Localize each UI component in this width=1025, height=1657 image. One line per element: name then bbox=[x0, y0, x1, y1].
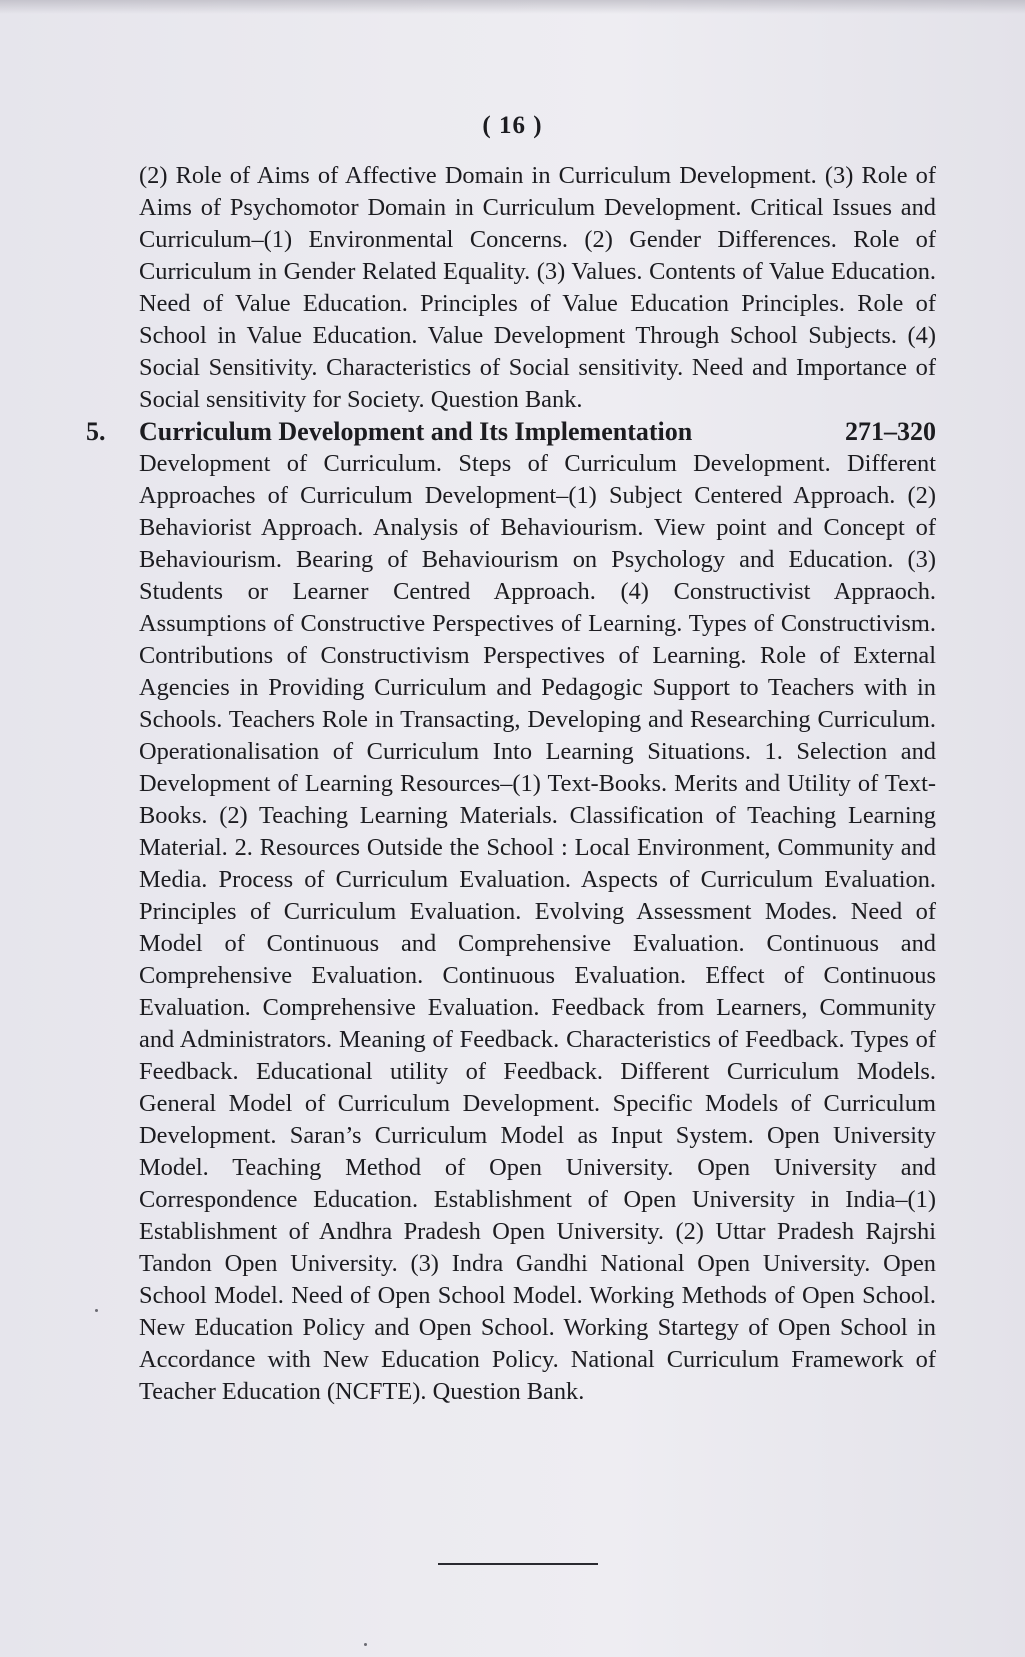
toc-continuation bbox=[86, 160, 936, 416]
chapter-heading bbox=[139, 416, 936, 448]
page-edge-shadow bbox=[0, 0, 1025, 14]
ink-speck bbox=[95, 1309, 98, 1312]
chapter-number: 5. bbox=[86, 417, 106, 446]
page-number: ( 16 ) bbox=[482, 112, 543, 139]
toc-continuation-text: (2) Role of Aims of Affective Domain in Curriculum Development. (3) Role of Aims of Psychomotor Domain in Curriculum Development. Critical Issues and Curriculum–(1) Environmental Concerns. (2) Gender Differences. Role of Curriculum in Gender Related Equality. (3) Values. Contents of Value Education. Need of Value Education. Principles of Value Education Principles. Role of School in Value Education. Value Development Through School Subjects. (4) Social Sensitivity. Characteristics of Social sensitivity. Need and Importance of Social sensitivity for Society. Question Bank. bbox=[139, 162, 936, 413]
end-rule bbox=[438, 1563, 598, 1565]
toc-chapter-5 bbox=[86, 416, 936, 1408]
chapter-body: Development of Curriculum. Steps of Curriculum Development. Different Approaches of Curriculum Development–(1) Subject Centered Approach. (2) Behaviorist Approach. Analysis of Behaviourism. View point and Concept of Behaviourism. Bearing of Behaviourism on Psychology and Education. (3) Students or Learner Centred Approach. (4) Constructivist Appraoch. Assumptions of Constructive Perspectives of Learning. Types of Constructivism. Contributions of Constructivism Perspectives of Learning. Role of External Agencies in Providing Curriculum and Pedagogic Support to Teachers with in Schools. Teachers Role in Transacting, Developing and Researching Curriculum. Operationalisation of Curriculum Into Learning Situations. 1. Selection and Development of Learning Resources–(1) Text-Books. Merits and Utility of Text-Books. (2) Teaching Learning Materials. Classification of Teaching Learning Material. 2. Resources Outside the School : Local Environment, Community and Media. Process of Curriculum Evaluation. Aspects of Curriculum Evaluation. Principles of Curriculum Evaluation. Evolving Assessment Modes. Need of Model of Continuous and Comprehensive Evaluation. Continuous and Comprehensive Evaluation. Continuous Evaluation. Effect of Continuous Evaluation. Comprehensive Evaluation. Feedback from Learners, Community and Administrators. Meaning of Feedback. Characteristics of Feedback. Types of Feedback. Educational utility of Feedback. Different Curriculum Models. General Model of Curriculum Development. Specific Models of Curriculum Development. Saran’s Curriculum Model as Input System. Open University Model. Teaching Method of Open University. Open University and Correspondence Education. Establishment of Open University in India–(1) Establishment of Andhra Pradesh Open University. (2) Uttar Pradesh Rajrshi Tandon Open University. (3) Indra Gandhi National Open University. Open School Model. Need of Open School Model. Working Methods of Open School. New Education Policy and Open School. Working Startegy of Open School in Accordance with New Education Policy. National Curriculum Framework of Teacher Education (NCFTE). Question Bank. bbox=[139, 450, 936, 1405]
table-of-contents bbox=[86, 160, 936, 1408]
ink-speck bbox=[364, 1643, 367, 1646]
chapter-title: Curriculum Development and Its Implementation bbox=[139, 417, 693, 446]
chapter-pages: 271–320 bbox=[845, 417, 936, 446]
